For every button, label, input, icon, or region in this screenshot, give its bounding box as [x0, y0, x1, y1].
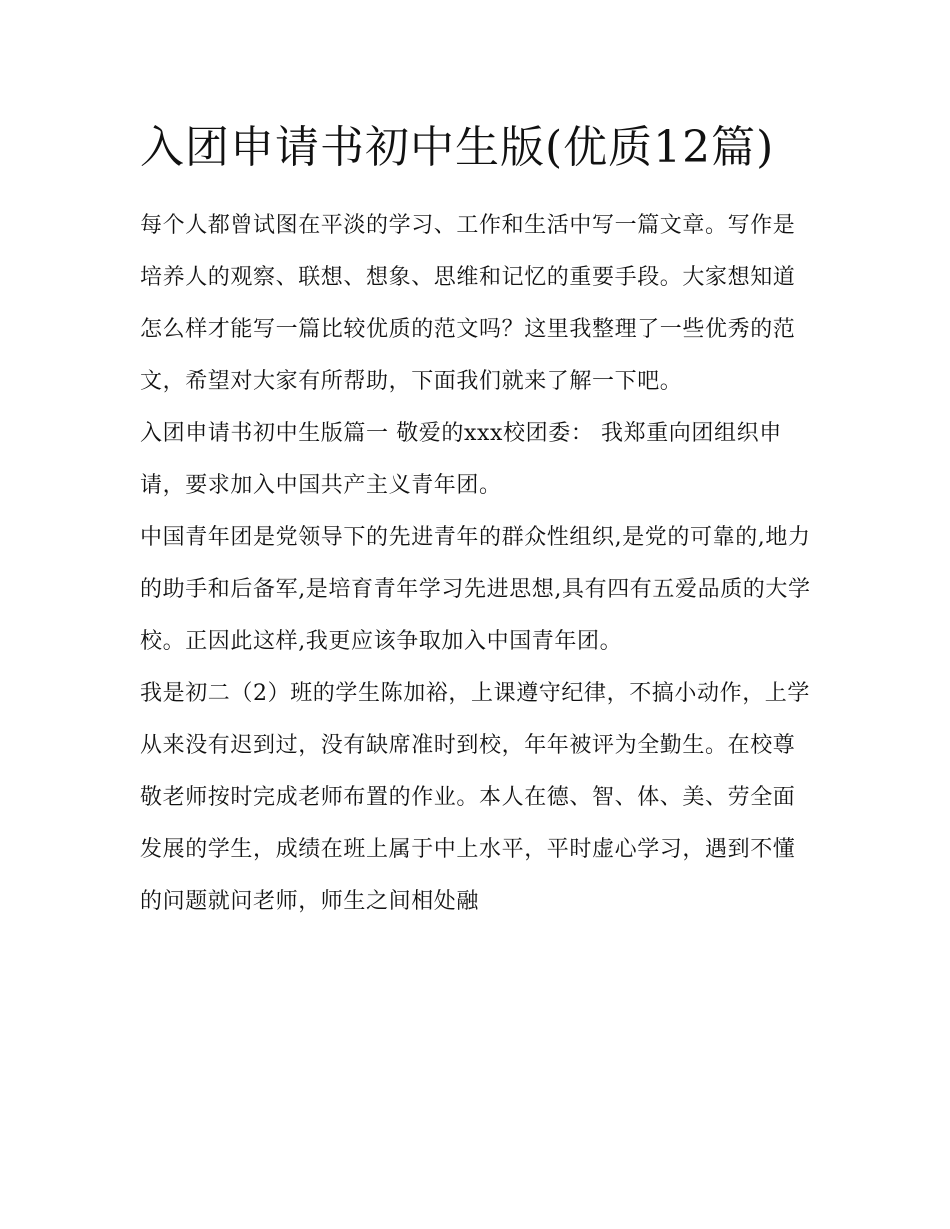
- document-body: [140, 112, 812, 928]
- league-description-paragraph: 中国青年团是党领导下的先进青年的群众性组织,是党的可靠的,地力的助手和后备军,是培育青年学习先进思想,具有四有五爱品质的大学校。正因此这样,我更应该争取加入中国青年团。: [140, 525, 811, 654]
- application-opening-paragraph: 入团申请书初中生版篇一 敬爱的xxx校团委： 我郑重向团组织申请，要求加入中国共产主义青年团。: [140, 421, 782, 498]
- intro-paragraph: 每个人都曾试图在平淡的学习、工作和生活中写一篇文章。写作是培养人的观察、联想、想象、思维和记忆的重要手段。大家想知道怎么样才能写一篇比较优质的范文吗？这里我整理了一些优秀的范文，希望对大家有所帮助，下面我们就来了解一下吧。: [140, 213, 796, 394]
- self-introduction-paragraph: 我是初二（2）班的学生陈加裕，上课遵守纪律，不搞小动作，上学从来没有迟到过，没有缺席准时到校，年年被评为全勤生。在校尊敬老师按时完成老师布置的作业。本人在德、智、体、美、劳全面发展的学生，成绩在班上属于中上水平，平时虚心学习，遇到不懂的问题就问老师，师生之间相处融: [140, 681, 810, 914]
- document-title: 入团申请书初中生版(优质12篇): [140, 122, 775, 173]
